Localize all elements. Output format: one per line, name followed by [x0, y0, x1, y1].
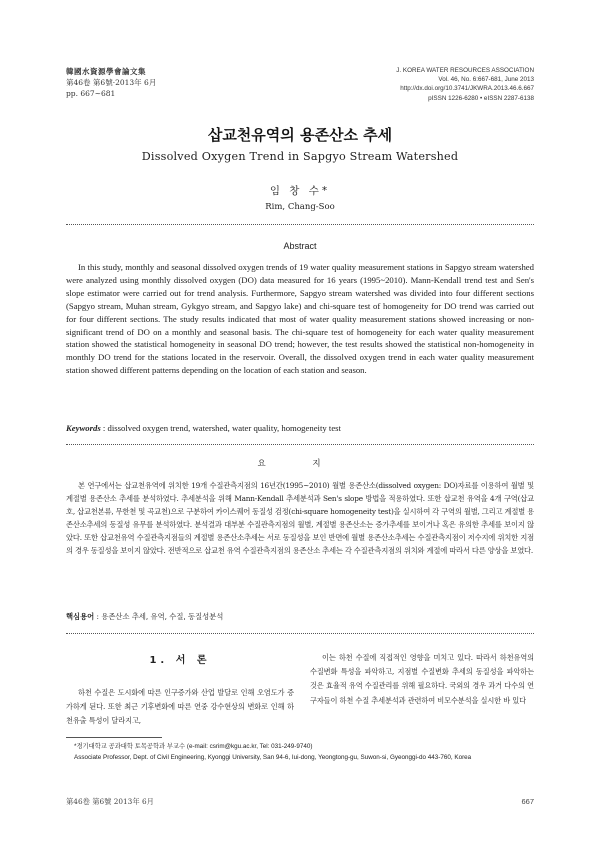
intro-right-column: 이는 하천 수질에 직접적인 영향을 미치고 있다. 따라서 하천유역의 수질변화 특성을 파악하고, 지점별 수질변화 추세의 동질성을 파악하는 것은 효율적 유역 수질관리를 위해 필요하다. 국외의 경우 과거 다수의 연구자들이 하천 수질 추세분석과 관련하여 비모수분석을 실시한 바 있다	[310, 653, 534, 705]
core-keywords-line	[66, 612, 223, 622]
journal-volume-ko: 第46卷 第6號·2013年 6月	[66, 78, 157, 87]
abstract-heading: Abstract	[283, 241, 317, 251]
author-name-ko: 임 창 수*	[269, 185, 331, 197]
keywords-label: Keywords	[66, 423, 101, 433]
journal-pages: pp. 667~681	[66, 89, 116, 98]
footer-journal-issue: 第46卷 第6號 2013年 6月	[66, 797, 154, 806]
journal-header-right	[396, 66, 534, 103]
divider-bottom	[66, 633, 534, 634]
divider-middle	[66, 444, 534, 445]
yoji-body: 본 연구에서는 삽교천유역에 위치한 19개 수질관측지점의 16년간(1995~2010) 월별 용존산소(dissolved oxygen: DO)자료를 이용하여 월별 및 계절별 용존산소 추세를 분석하였다. 추세분석을 위해 Mann-Kendall 추세분석과 Sen's slope 방법을 적용하였다. 또한 삽교천 유역을 4개 구역(삽교호, 삽교천본류, 무한천 및 곡교천)으로 구분하여 카이스퀘어 동질성 검정(chi-square homogeneity test)을 실시하여 각 구역의 월별, 그리고 계절별 용존산소추세의 동질성 유무를 분석하였다. 분석결과 대부분 수질관측지점의 월별, 계절별 용존산소는 증가추세를 보이거나 혹은 유의한 추세를 보이지 않았다. 또한 삽교천유역 수질관측지점들의 계절별 용존산소추세는 서로 동질성을 보인 반면에 월별 용존산소추세는 수질관측지점이 저수지에 위치한 지점의 경우 동질성을 보이지 않았다. 전반적으로 삽교천 유역 수질관측지점의 용존산소 추세는 각 수질관측지점의 위치와 계절에 따라서 다른 양상을 보였다.	[66, 481, 534, 555]
paper-title-en: Dissolved Oxygen Trend in Sapgyo Stream Watershed	[141, 150, 459, 163]
journal-title-ko: 韓國水資源學會論文集	[66, 67, 146, 76]
abstract-body: In this study, monthly and seasonal dissolved oxygen trends of 19 water quality measurement stations in Sapgyo stream watershed were analyzed using monthly dissolved oxygen (DO) data measured for 16 years (1995~2010). Mann-Kendall trend test and Sen's slope estimator were carried out for trend analysis. Furthermore, Sapgyo stream watershed was divided into four different sections (Sapgyo stream, Muhan stream, Gykgyo stream, and Sapgyo lake) and chi-square test of homogeneity for DO trend was carried out for four different sections. The study results indicated that most of water quality measurement stations showed increasing or non-significant trend of DO on a monthly and seasonal basis. The chi-square test of homogeneity for each water quality measurement station showed the statistical homogeneity in seasonal DO trend; however, the test results showed the statistical non-homogeneity in monthly DO trend for the stations located in the reservoir. Overall, the dissolved oxygen trend in each water quality measurement station showed different patterns depending on the location of each station and season.	[66, 262, 534, 376]
yoji-heading: 요 지	[257, 459, 343, 469]
footnote-affiliation-en: Associate Professor, Dept. of Civil Engineering, Kyonggi University, San 94-6, Iui-dong, Yeongtong-gu, Suwon-si, Gyeonggi-do 443-760, Korea	[74, 754, 472, 761]
author-name-en: Rim, Chang-Soo	[265, 202, 335, 212]
keywords-list: : dissolved oxygen trend, watershed, water quality, homogeneity test	[102, 423, 341, 433]
core-keywords-label: 핵심용어	[66, 612, 95, 621]
page-number: 667	[521, 797, 534, 806]
journal-title-en: J. KOREA WATER RESOURCES ASSOCIATION	[396, 67, 534, 74]
footnote-affiliation-ko: *경기대학교 공과대학 토목공학과 부교수 (e-mail: csrim@kgu.ac.kr, Tel: 031-249-9740)	[74, 743, 313, 750]
journal-volume-en: Vol. 46, No. 6:667-681, June 2013	[438, 76, 534, 84]
core-keywords-list: : 용존산소 추세, 유역, 수질, 동질성분석	[96, 612, 224, 621]
divider-top	[66, 224, 534, 225]
footnote-rule	[66, 737, 162, 738]
journal-header-left	[66, 66, 156, 99]
journal-doi-link[interactable]: http://dx.doi.org/10.3741/JKWRA.2013.46.6.667	[400, 85, 534, 93]
author-footnote	[74, 741, 544, 763]
section-heading-intro: 1. 서 론	[149, 655, 211, 666]
paper-title-ko: 삽교천유역의 용존산소 추세	[207, 126, 393, 144]
journal-issn: pISSN 1226-6280 • eISSN 2287-6138	[428, 94, 534, 102]
intro-left-column: 하천 수질은 도시화에 따른 인구증가와 산업 발달로 인해 오염도가 증가하게 된다. 또한 최근 기후변화에 따른 연중 강수현상의 변화로 인해 하천유출 특성이 달라지고,	[66, 688, 294, 726]
keywords-line	[66, 423, 534, 433]
